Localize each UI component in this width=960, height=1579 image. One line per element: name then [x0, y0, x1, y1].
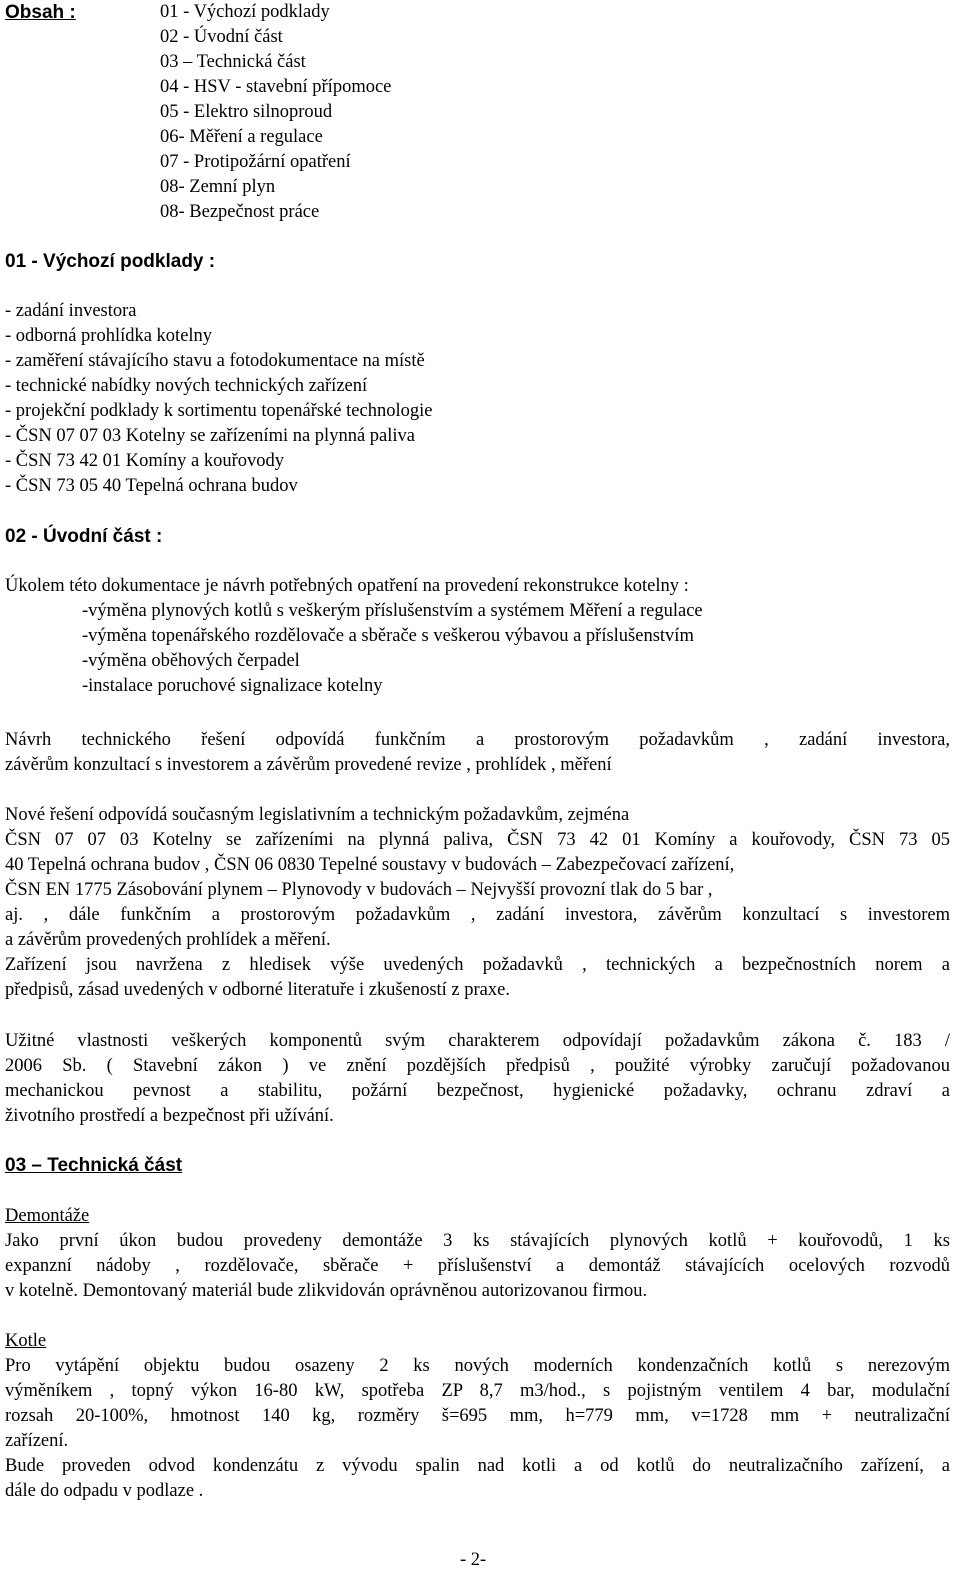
toc-item: 01 - Výchozí podklady [160, 2, 330, 22]
toc-heading: Obsah : [5, 2, 76, 23]
paragraph-line: dále do odpadu v podlaze . [5, 1481, 204, 1501]
paragraph-nove-reseni [5, 803, 950, 1003]
paragraph-line: životního prostředí a bezpečnost při užívání. [5, 1106, 334, 1126]
paragraph-line: předpisů, zásad uvedených v odborné literatuře i zkušeností z praxe. [5, 980, 510, 1000]
paragraph-line: rozsah 20-100%, hmotnost 140 kg, rozměry š=695 mm, h=779 mm, v=1728 mm + neutralizační [5, 1406, 950, 1426]
toc-item: 08- Bezpečnost práce [160, 202, 320, 222]
toc-item: 02 - Úvodní část [160, 27, 283, 47]
task-item: -výměna topenářského rozdělovače a sběrače s veškerou výbavou a příslušenstvím [82, 626, 694, 646]
toc-item: 04 - HSV - stavební přípomoce [160, 77, 392, 97]
section-02-intro: Úkolem této dokumentace je návrh potřebných opatření na provedení rekonstrukce kotelny : [5, 576, 689, 596]
toc-item: 05 - Elektro silnoproud [160, 102, 333, 122]
list-item: - zaměření stávajícího stavu a fotodokumentace na místě [5, 351, 425, 371]
kotle-title: Kotle [5, 1331, 47, 1351]
section-03-heading: 03 – Technická část [5, 1155, 183, 1176]
paragraph-line: Pro vytápění objektu budou osazeny 2 ks nových moderních kondenzačních kotlů s nerezovým [5, 1356, 950, 1376]
paragraph-line: a závěrům provedených prohlídek a měření. [5, 930, 331, 950]
list-item: - ČSN 07 07 03 Kotelny se zařízeními na plynná paliva [5, 426, 415, 446]
section-02-task-list [82, 599, 703, 699]
toc-item: 06- Měření a regulace [160, 127, 323, 147]
task-item: -výměna plynových kotlů s veškerým příslušenstvím a systémem Měření a regulace [82, 601, 703, 621]
kotle-paragraph [5, 1354, 950, 1504]
demontaze-title: Demontáže [5, 1206, 90, 1226]
paragraph-line: mechanickou pevnost a stabilitu, požární bezpečnost, hygienické požadavky, ochranu zdraví a [5, 1081, 950, 1101]
section-02-heading: 02 - Úvodní část : [5, 526, 163, 547]
paragraph-line: 40 Tepelná ochrana budov , ČSN 06 0830 Tepelné soustavy v budovách – Zabezpečovací zařízení, [5, 855, 735, 875]
toc-item: 03 – Technická část [160, 52, 306, 72]
list-item: - projekční podklady k sortimentu topenářské technologie [5, 401, 433, 421]
paragraph-line: ČSN 07 07 03 Kotelny se zařízeními na plynná paliva, ČSN 73 42 01 Komíny a kouřovody, ČSN 73 05 [5, 830, 950, 850]
task-item: -výměna oběhových čerpadel [82, 651, 300, 671]
toc-list [160, 0, 391, 225]
page-number: - 2- [460, 1550, 487, 1570]
paragraph-uzitne-vlastnosti [5, 1029, 950, 1129]
paragraph-line: aj. , dále funkčním a prostorovým požadavkům , zadání investora, závěrům konzultací s investorem [5, 905, 950, 925]
task-item: -instalace poruchové signalizace kotelny [82, 676, 383, 696]
toc-item: 08- Zemní plyn [160, 177, 276, 197]
list-item: - zadání investora [5, 301, 137, 321]
paragraph-line: závěrům konzultací s investorem a závěrům provedené revize , prohlídek , měření [5, 755, 612, 775]
paragraph-line: Návrh technického řešení odpovídá funkčním a prostorovým požadavkům , zadání investora, [5, 730, 950, 750]
paragraph-line: 2006 Sb. ( Stavební zákon ) ve znění pozdějších předpisů , použité výrobky zaručují požadovanou [5, 1056, 950, 1076]
paragraph-line: ČSN EN 1775 Zásobování plynem – Plynovody v budovách – Nejvyšší provozní tlak do 5 bar , [5, 880, 713, 900]
section-01-list [5, 299, 432, 499]
paragraph-line: expanzní nádoby , rozdělovače, sběrače + příslušenství a demontáž stávajících ocelových rozvodů [5, 1256, 950, 1276]
paragraph-line: Užitné vlastnosti veškerých komponentů svým charakterem odpovídají požadavkům zákona č. 183 / [5, 1031, 950, 1051]
list-item: - odborná prohlídka kotelny [5, 326, 213, 346]
list-item: - ČSN 73 05 40 Tepelná ochrana budov [5, 476, 298, 496]
list-item: - ČSN 73 42 01 Komíny a kouřovody [5, 451, 285, 471]
paragraph-line: Zařízení jsou navržena z hledisek výše uvedených požadavků , technických a bezpečnostních norem a [5, 955, 950, 975]
paragraph-line: Nové řešení odpovídá současným legislativním a technickým požadavkům, zejména [5, 805, 630, 825]
list-item: - technické nabídky nových technických zařízení [5, 376, 368, 396]
paragraph-line: zařízení. [5, 1431, 69, 1451]
paragraph-line: Bude proveden odvod kondenzátu z vývodu spalin nad kotli a od kotlů do neutralizačního zařízení, a [5, 1456, 950, 1476]
section-01-heading: 01 - Výchozí podklady : [5, 251, 216, 272]
paragraph-line: Jako první úkon budou provedeny demontáže 3 ks stávajících plynových kotlů + kouřovodů, 1 ks [5, 1231, 950, 1251]
demontaze-paragraph [5, 1229, 950, 1304]
toc-item: 07 - Protipožární opatření [160, 152, 351, 172]
paragraph-line: výměníkem , topný výkon 16-80 kW, spotřeba ZP 8,7 m3/hod., s pojistným ventilem 4 bar, modulační [5, 1381, 950, 1401]
paragraph-line: v kotelně. Demontovaný materiál bude zlikvidován oprávněnou autorizovanou firmou. [5, 1281, 648, 1301]
paragraph-navrh [5, 728, 950, 778]
